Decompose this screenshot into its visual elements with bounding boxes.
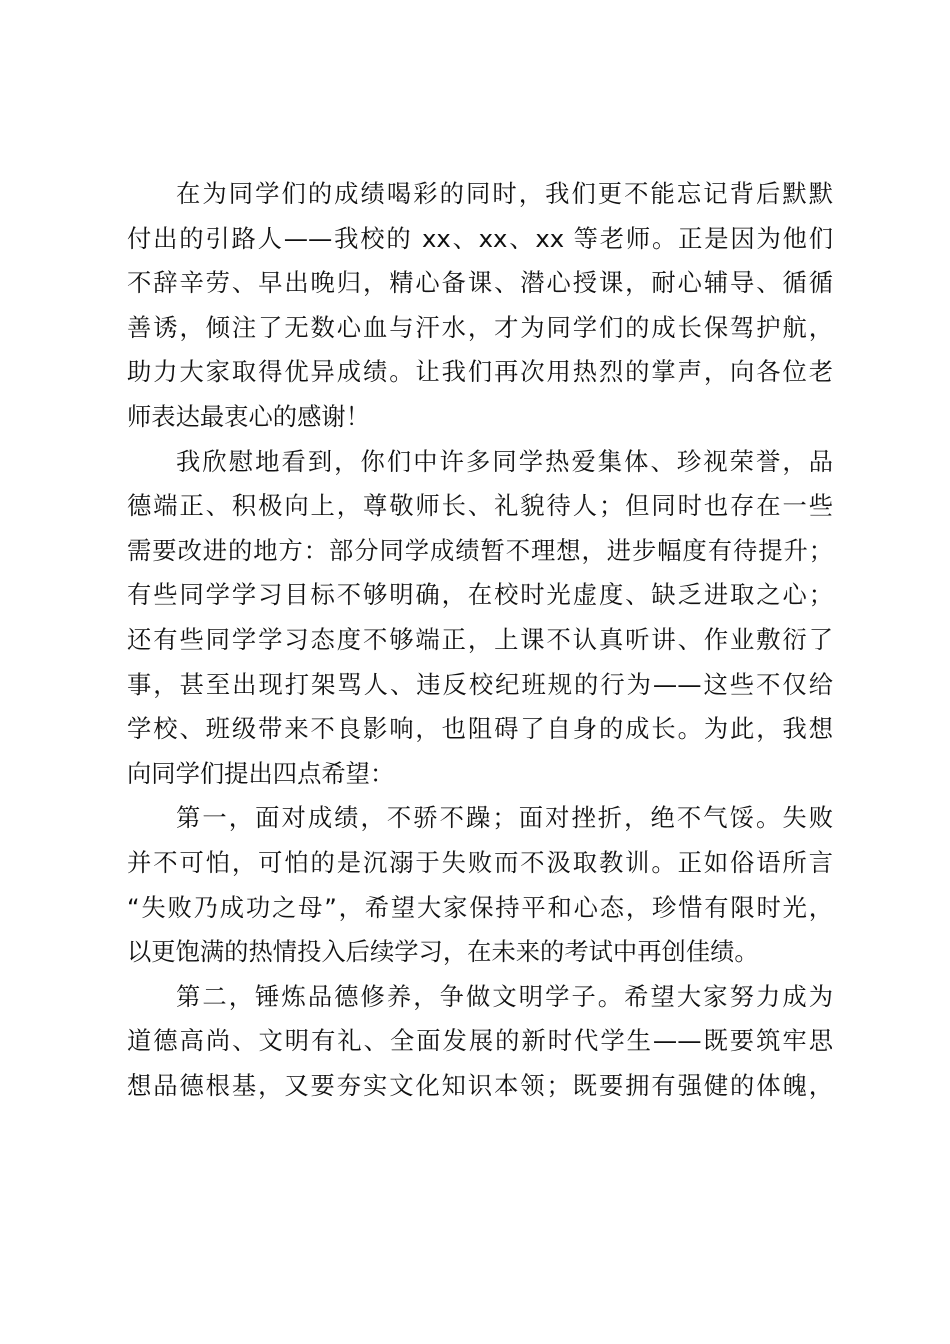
- text-line: 并不可怕，可怕的是沉溺于失败而不汲取教训。正如俗语所言: [127, 847, 833, 877]
- text-line: 学校、班级带来不良影响，也阻碍了自身的成长。为此，我想: [127, 714, 833, 744]
- text-line: 想品德根基，又要夯实文化知识本领；既要拥有强健的体魄，: [127, 1070, 833, 1100]
- paragraph-strengths-and-issues: [127, 440, 833, 797]
- text-line: 第二，锤炼品德修养，争做文明学子。希望大家努力成为: [176, 981, 833, 1011]
- text-line: 在为同学们的成绩喝彩的同时，我们更不能忘记背后默默: [176, 179, 833, 208]
- paragraph-hope-one: [127, 796, 833, 974]
- text-line: 不辞辛劳、早出晚归，精心备课、潜心授课，耐心辅导、循循: [127, 268, 833, 298]
- text-line: 需要改进的地方：部分同学成绩暂不理想，进步幅度有待提升；: [127, 535, 833, 565]
- text-line: 事，甚至出现打架骂人、违反校纪班规的行为——这些不仅给: [127, 669, 833, 699]
- paragraph-hope-two: [127, 975, 833, 1109]
- text-line: 道德高尚、文明有礼、全面发展的新时代学生——既要筑牢思: [127, 1026, 833, 1056]
- document-body: [127, 172, 833, 1108]
- text-line: 第一，面对成绩，不骄不躁；面对挫折，绝不气馁。失败: [176, 803, 833, 833]
- text-line: 付出的引路人——我校的 xx、xx、xx 等老师。正是因为他们: [127, 223, 833, 253]
- text-line: “失败乃成功之母”，希望大家保持平和心态，珍惜有限时光，: [127, 892, 833, 922]
- text-line: 还有些同学学习态度不够端正，上课不认真听讲、作业敷衍了: [127, 624, 833, 654]
- text-line: 善诱，倾注了无数心血与汗水，才为同学们的成长保驾护航，: [127, 312, 833, 342]
- text-line: 向同学们提出四点希望：: [127, 758, 395, 788]
- text-line: 助力大家取得优异成绩。让我们再次用热烈的掌声，向各位老: [127, 357, 833, 387]
- text-line: 有些同学学习目标不够明确，在校时光虚度、缺乏进取之心；: [127, 580, 833, 610]
- paragraph-teachers-thanks: [127, 172, 833, 440]
- text-line: 以更饱满的热情投入后续学习，在未来的考试中再创佳绩。: [127, 937, 759, 967]
- text-line: 我欣慰地看到，你们中许多同学热爱集体、珍视荣誉，品: [176, 446, 833, 476]
- text-line: 师表达最衷心的感谢！: [127, 401, 370, 431]
- text-line: 德端正、积极向上，尊敬师长、礼貌待人；但同时也存在一些: [127, 491, 833, 521]
